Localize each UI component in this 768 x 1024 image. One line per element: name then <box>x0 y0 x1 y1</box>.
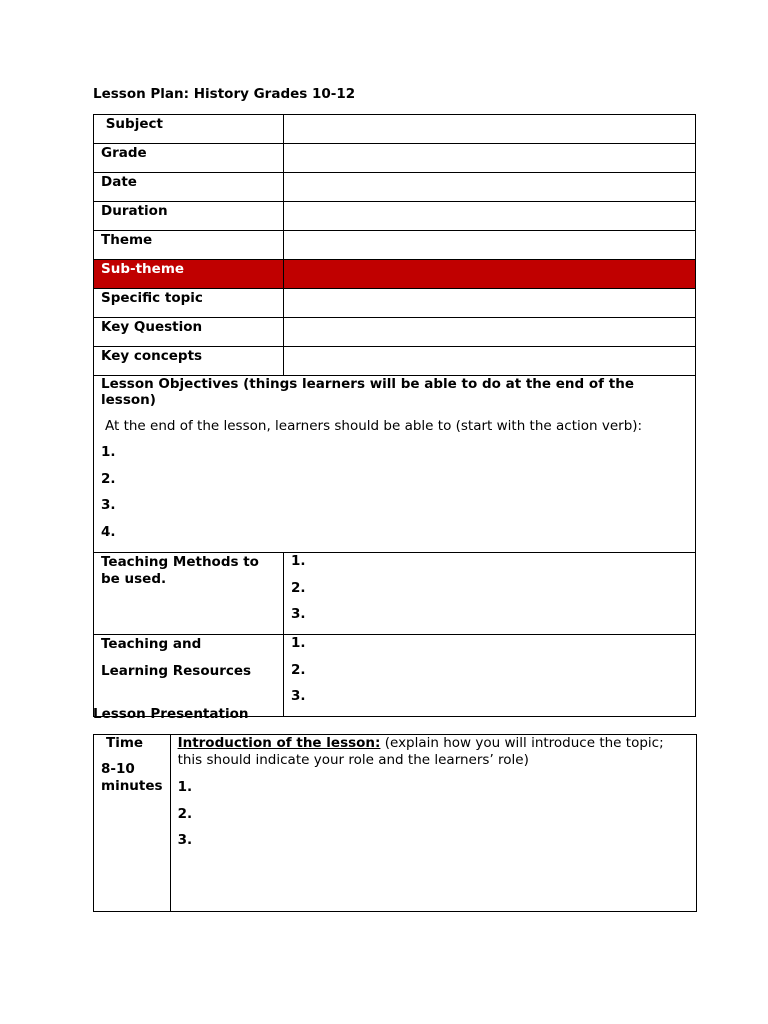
objective-item: 3. <box>101 497 116 513</box>
objective-item: 4. <box>101 523 116 540</box>
presentation-heading: Lesson Presentation <box>93 706 249 722</box>
methods-row <box>94 553 696 635</box>
objectives-intro: At the end of the lesson, learners should be able to (start with the action verb): <box>105 418 643 434</box>
resource-item: 3. <box>291 688 306 704</box>
introduction-item: 3. <box>177 832 193 848</box>
methods-label: Teaching Methods to be used. <box>101 554 259 587</box>
objectives-cell[interactable] <box>94 376 696 553</box>
key-question-label: Key Question <box>94 318 284 347</box>
page-title: Lesson Plan: History Grades 10-12 <box>93 86 356 102</box>
objectives-row <box>94 376 696 553</box>
introduction-item: 2. <box>177 805 193 822</box>
method-item: 3. <box>291 606 306 622</box>
resources-row <box>94 635 696 717</box>
date-label: Date <box>94 173 284 202</box>
table-row <box>94 202 696 231</box>
introduction-description: (explain how you will introduce the topic; this should indicate your role and the learners’ role) <box>177 735 664 768</box>
table-row <box>94 289 696 318</box>
method-item: 1. <box>291 553 306 569</box>
table-row <box>94 347 696 376</box>
methods-items-cell[interactable] <box>284 553 696 635</box>
table-row-highlighted <box>94 260 696 289</box>
objective-item: 2. <box>101 470 116 487</box>
resources-label-line2: Learning Resources <box>101 662 252 679</box>
table-row <box>94 115 696 144</box>
key-concepts-label: Key concepts <box>94 347 284 376</box>
theme-label: Theme <box>94 231 284 260</box>
table-row <box>94 735 697 912</box>
introduction-cell[interactable] <box>170 735 696 912</box>
resource-item: 1. <box>291 635 306 651</box>
grade-value[interactable] <box>284 144 696 173</box>
specific-topic-value[interactable] <box>284 289 696 318</box>
sub-theme-label: Sub-theme <box>94 260 284 289</box>
theme-value[interactable] <box>284 231 696 260</box>
introduction-title: Introduction of the lesson: <box>177 735 381 751</box>
method-item: 2. <box>291 579 306 596</box>
introduction-item: 1. <box>177 779 193 795</box>
sub-theme-value[interactable] <box>284 260 696 289</box>
introduction-text <box>178 735 689 769</box>
resources-label-cell <box>94 635 284 717</box>
resources-label-line1: Teaching and <box>101 636 202 652</box>
resources-items-cell[interactable] <box>284 635 696 717</box>
objectives-title: Lesson Objectives (things learners will be able to do at the end of the lesson) <box>101 376 634 408</box>
key-question-value[interactable] <box>284 318 696 347</box>
table-row <box>94 144 696 173</box>
presentation-table <box>93 734 697 912</box>
objective-item: 1. <box>101 444 116 460</box>
methods-label-cell <box>94 553 284 635</box>
resource-item: 2. <box>291 661 306 678</box>
duration-text: 8-10 minutes <box>101 761 163 794</box>
table-row <box>94 318 696 347</box>
table-row <box>94 231 696 260</box>
specific-topic-label: Specific topic <box>94 289 284 318</box>
table-row <box>94 173 696 202</box>
key-concepts-value[interactable] <box>284 347 696 376</box>
subject-label: Subject <box>94 115 284 144</box>
duration-value[interactable] <box>284 202 696 231</box>
time-label: Time <box>106 735 144 751</box>
grade-label: Grade <box>94 144 284 173</box>
lesson-info-table <box>93 114 696 717</box>
date-value[interactable] <box>284 173 696 202</box>
duration-label: Duration <box>94 202 284 231</box>
subject-value[interactable] <box>284 115 696 144</box>
time-cell <box>94 735 171 912</box>
